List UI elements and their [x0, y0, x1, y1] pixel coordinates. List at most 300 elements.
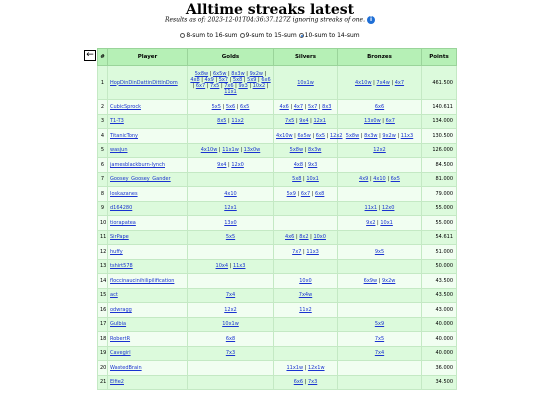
table-row: [98, 288, 457, 303]
gold-streak-link[interactable]: 5x8w: [194, 70, 209, 77]
silvers-cell: [274, 361, 338, 376]
separator: |: [228, 76, 233, 83]
silver-streak-link[interactable]: 11x3: [306, 248, 319, 255]
table-row: [98, 158, 457, 173]
bronzes-cell: [338, 201, 422, 216]
page-title: Alltime streaks latest: [185, 2, 355, 18]
player-link[interactable]: RobertR: [110, 335, 131, 342]
table-row: [98, 346, 457, 361]
points-cell: 43.500: [422, 288, 457, 303]
separator: |: [385, 176, 391, 183]
gold-streak-link[interactable]: 12x0: [231, 161, 244, 168]
bronze-streak-link[interactable]: 4x10: [373, 176, 386, 183]
points-cell: 40.000: [422, 346, 457, 361]
silver-streak-link[interactable]: 4x7: [293, 103, 304, 110]
bronze-streak-link[interactable]: 11x1: [364, 205, 378, 212]
player-cell: [108, 143, 188, 158]
bronze-streak-link[interactable]: 5x9: [374, 321, 385, 328]
silvers-cell: [274, 346, 338, 361]
table-row: [98, 187, 457, 202]
silvers-cell: [274, 114, 338, 129]
rank-cell: 5: [98, 143, 108, 158]
bronze-streak-link[interactable]: 6x6: [374, 103, 385, 110]
bronzes-cell: [338, 66, 422, 100]
separator: |: [265, 82, 269, 89]
player-link[interactable]: TitanicTony: [110, 132, 139, 139]
results-timestamp: Results as of: 2023-12-01T04:36:37.127Z ignoring streaks of one.: [164, 16, 366, 24]
table-row: [98, 100, 457, 115]
points-cell: 55.000: [422, 216, 457, 231]
gold-streak-link[interactable]: 12x2: [224, 306, 237, 313]
player-link[interactable]: Gulbia: [110, 321, 127, 328]
silvers-cell: [274, 66, 338, 100]
bronze-streak-link[interactable]: 9x5: [374, 248, 385, 255]
player-link[interactable]: HopDinDinDattinDittlnDom: [110, 79, 178, 86]
separator: |: [242, 76, 248, 83]
rank-cell: 3: [98, 114, 108, 129]
separator: |: [368, 176, 374, 183]
silver-streak-link[interactable]: 6x5: [315, 132, 326, 139]
silver-streak-link[interactable]: 8x3w: [307, 147, 322, 154]
golds-cell: [188, 230, 274, 245]
silver-streak-link[interactable]: 11x2: [299, 306, 312, 313]
silver-streak-link[interactable]: 6x6: [293, 379, 304, 386]
bronzes-cell: [338, 274, 422, 289]
points-cell: 50.000: [422, 259, 457, 274]
silvers-cell: [274, 158, 338, 173]
bronze-streak-link[interactable]: 4x7: [394, 79, 405, 86]
silver-streak-link[interactable]: 6x8: [315, 190, 325, 197]
rank-cell: 19: [98, 346, 108, 361]
radio-label: 10-sum to 14-sum: [304, 32, 360, 39]
separator: |: [359, 132, 365, 139]
gold-streak-link[interactable]: 4x9: [204, 76, 214, 83]
gold-streak-link[interactable]: 12x1: [224, 205, 237, 212]
points-cell: 55.000: [422, 201, 457, 216]
player-link[interactable]: WastedBrain: [110, 364, 142, 371]
silvers-cell: [274, 259, 338, 274]
golds-cell: [188, 303, 274, 318]
rank-cell: 16: [98, 303, 108, 318]
separator: |: [213, 76, 219, 83]
column-header-1[interactable]: Player: [108, 49, 188, 66]
separator: |: [295, 190, 301, 197]
rank-cell: 18: [98, 332, 108, 347]
separator: |: [294, 118, 300, 125]
golds-cell: [188, 129, 274, 144]
separator: |: [220, 103, 226, 110]
gold-streak-link[interactable]: 6x6: [261, 76, 271, 83]
points-cell: 54.611: [422, 230, 457, 245]
silver-streak-link[interactable]: 5x8w: [289, 147, 304, 154]
gold-streak-link[interactable]: 10x4: [215, 263, 229, 270]
rank-cell: 10: [98, 216, 108, 231]
gold-streak-link[interactable]: 6x7: [195, 82, 206, 89]
golds-cell: [188, 361, 274, 376]
player-cell: [108, 216, 188, 231]
silver-streak-link[interactable]: 6x5w: [297, 132, 311, 139]
points-cell: 81.000: [422, 172, 457, 187]
separator: |: [208, 70, 213, 77]
sum-range-radio-1[interactable]: [240, 32, 297, 39]
golds-cell: [188, 274, 274, 289]
player-cell: [108, 230, 188, 245]
table-row: [98, 230, 457, 245]
bronze-streak-link[interactable]: 6x7: [385, 118, 395, 125]
player-cell: [108, 158, 188, 173]
separator: |: [226, 161, 232, 168]
bronze-streak-link[interactable]: 4x9: [359, 176, 369, 183]
separator: |: [244, 70, 250, 77]
silvers-cell: [274, 201, 338, 216]
silver-streak-link[interactable]: 7x4w: [298, 292, 313, 299]
gold-streak-link[interactable]: 8x3w: [231, 70, 245, 77]
separator: |: [375, 219, 381, 226]
bronzes-cell: [338, 303, 422, 318]
gold-streak-link[interactable]: 11x1w: [222, 147, 239, 154]
silver-streak-link[interactable]: 5x9: [286, 190, 296, 197]
bronzes-cell: [338, 114, 422, 129]
separator: |: [256, 76, 262, 83]
player-link[interactable]: tiorapatea: [110, 219, 136, 226]
separator: |: [377, 205, 382, 212]
table-row: [98, 317, 457, 332]
bronze-streak-link[interactable]: 13x0w: [364, 118, 381, 125]
table-row: [98, 245, 457, 260]
silver-streak-link[interactable]: 7x7: [292, 248, 302, 255]
separator: |: [235, 103, 241, 110]
gold-streak-link[interactable]: 11x1: [224, 88, 237, 95]
column-header-0[interactable]: #: [98, 49, 108, 66]
rank-cell: 13: [98, 259, 108, 274]
table-row: [98, 216, 457, 231]
golds-cell: [188, 375, 274, 390]
table-row: [98, 66, 457, 100]
separator: |: [263, 70, 267, 77]
table-row: [98, 114, 457, 129]
column-header-2[interactable]: Golds: [188, 49, 274, 66]
bronze-streak-link[interactable]: 5x8w: [345, 132, 360, 139]
bronzes-cell: [338, 361, 422, 376]
separator: |: [303, 364, 308, 371]
player-cell: [108, 259, 188, 274]
player-link[interactable]: Elfie2: [110, 379, 124, 386]
bronzes-cell: [338, 216, 422, 231]
silver-streak-link[interactable]: 5x7: [307, 103, 318, 110]
rank-cell: 2: [98, 100, 108, 115]
table-row: [98, 274, 457, 289]
player-cell: [108, 245, 188, 260]
gold-streak-link[interactable]: 9x2w: [249, 70, 264, 77]
separator: |: [226, 118, 232, 125]
player-link[interactable]: act: [110, 292, 118, 299]
player-link[interactable]: Ioskazanes: [110, 190, 138, 197]
silver-streak-link[interactable]: 9x3: [307, 161, 318, 168]
player-cell: [108, 66, 188, 100]
separator: |: [226, 70, 232, 77]
separator: |: [294, 234, 300, 241]
gold-streak-link[interactable]: 11x3: [232, 263, 246, 270]
rank-cell: 15: [98, 288, 108, 303]
radio-unchecked-icon[interactable]: [240, 33, 245, 38]
separator: |: [247, 82, 253, 89]
points-cell: 134.000: [422, 114, 457, 129]
player-link[interactable]: jamesblackburn-lynch: [110, 161, 165, 168]
table-row: [98, 129, 457, 144]
player-link[interactable]: odwragg: [110, 306, 132, 313]
separator: |: [303, 147, 308, 154]
golds-cell: [188, 158, 274, 173]
rank-cell: 12: [98, 245, 108, 260]
bronze-streak-link[interactable]: 4x10w: [354, 79, 372, 86]
info-icon[interactable]: i: [367, 16, 375, 24]
silver-streak-link[interactable]: 4x10w: [276, 132, 293, 139]
gold-streak-link[interactable]: 7x3: [225, 350, 236, 357]
silver-streak-link[interactable]: 9x4: [299, 118, 309, 125]
gold-streak-link[interactable]: 8x5: [217, 118, 227, 125]
table-body: [98, 66, 457, 390]
rank-cell: 14: [98, 274, 108, 289]
rank-cell: 17: [98, 317, 108, 332]
gold-streak-link[interactable]: 5x8: [232, 76, 243, 83]
points-cell: 40.000: [422, 332, 457, 347]
silver-streak-link[interactable]: 7x3: [307, 379, 318, 386]
bronze-streak-link[interactable]: 12x0: [381, 205, 395, 212]
bronzes-cell: [338, 332, 422, 347]
player-link[interactable]: SirPape: [110, 234, 129, 241]
rank-cell: 8: [98, 187, 108, 202]
table-row: [98, 201, 457, 216]
silvers-cell: [274, 216, 338, 231]
player-link[interactable]: tshirt578: [110, 263, 133, 270]
points-cell: 43.000: [422, 303, 457, 318]
bronze-streak-link[interactable]: 10x1: [380, 219, 393, 226]
player-link[interactable]: Cavegirl: [110, 350, 131, 357]
bronzes-cell: [338, 143, 422, 158]
golds-cell: [188, 216, 274, 231]
separator: |: [199, 76, 205, 83]
bronze-streak-link[interactable]: 9x2w: [381, 277, 396, 284]
player-cell: [108, 375, 188, 390]
back-arrow-button[interactable]: ←: [84, 50, 96, 61]
separator: |: [301, 176, 307, 183]
separator: |: [395, 132, 401, 139]
silver-streak-link[interactable]: 8x2: [299, 234, 309, 241]
bronzes-cell: [338, 129, 422, 144]
points-cell: 43.500: [422, 274, 457, 289]
bronze-streak-link[interactable]: 7x5: [374, 335, 385, 342]
player-cell: [108, 274, 188, 289]
gold-streak-link[interactable]: 13x0: [224, 219, 237, 226]
silvers-cell: [274, 143, 338, 158]
separator: |: [371, 79, 377, 86]
separator: |: [310, 190, 316, 197]
separator: |: [389, 79, 395, 86]
silver-streak-link[interactable]: 4x6: [279, 103, 289, 110]
silver-streak-link[interactable]: 4x6: [285, 234, 295, 241]
streaks-table: [97, 48, 457, 390]
silvers-cell: [274, 317, 338, 332]
points-cell: 126.000: [422, 143, 457, 158]
silver-streak-link[interactable]: 8x3: [322, 103, 332, 110]
gold-streak-link[interactable]: 6x5: [240, 103, 250, 110]
silver-streak-link[interactable]: 10x0: [299, 277, 312, 284]
bronzes-cell: [338, 187, 422, 202]
bronze-streak-link[interactable]: 8x3w: [364, 132, 378, 139]
gold-streak-link[interactable]: 6x5w: [213, 70, 227, 77]
silver-streak-link[interactable]: 10x0: [313, 234, 326, 241]
separator: |: [380, 118, 386, 125]
bronze-streak-link[interactable]: 9x2: [366, 219, 376, 226]
gold-streak-link[interactable]: 5x7: [218, 76, 229, 83]
bronze-streak-link[interactable]: 7x4: [374, 350, 385, 357]
separator: |: [217, 147, 223, 154]
player-link[interactable]: Goosey_Goosey_Gander: [110, 176, 171, 183]
separator: |: [301, 248, 307, 255]
gold-streak-link[interactable]: 4x10w: [200, 147, 218, 154]
silver-streak-link[interactable]: 10x1: [306, 176, 319, 183]
radio-unchecked-icon[interactable]: [180, 33, 185, 38]
silvers-cell: [274, 274, 338, 289]
column-header-3[interactable]: Silvers: [274, 49, 338, 66]
bronze-streak-link[interactable]: 11x3: [400, 132, 414, 139]
silver-streak-link[interactable]: 10x1w: [297, 79, 314, 86]
player-cell: [108, 288, 188, 303]
gold-streak-link[interactable]: 4x8: [190, 76, 200, 83]
silver-streak-link[interactable]: 11x1w: [286, 364, 304, 371]
separator: |: [228, 263, 233, 270]
gold-streak-link[interactable]: 9x3: [238, 82, 248, 89]
column-header-5[interactable]: Points: [422, 49, 457, 66]
player-link[interactable]: CubicSprock: [110, 103, 141, 110]
radio-label: 9-sum to 15-sum: [245, 32, 297, 39]
bronzes-cell: [338, 172, 422, 187]
rank-cell: 20: [98, 361, 108, 376]
golds-cell: [188, 100, 274, 115]
gold-streak-link[interactable]: 5x9: [247, 76, 257, 83]
points-cell: 84.500: [422, 158, 457, 173]
silver-streak-link[interactable]: 5x8: [292, 176, 302, 183]
separator: |: [303, 379, 308, 386]
bronze-streak-link[interactable]: 6x5: [390, 176, 400, 183]
radio-label: 8-sum to 16-sum: [186, 32, 238, 39]
player-cell: [108, 172, 188, 187]
silvers-cell: [274, 230, 338, 245]
silvers-cell: [274, 303, 338, 318]
separator: |: [310, 132, 316, 139]
table-row: [98, 303, 457, 318]
gold-streak-link[interactable]: 5x6: [225, 103, 236, 110]
table-row: [98, 375, 457, 390]
points-cell: 51.000: [422, 245, 457, 260]
separator: |: [292, 132, 298, 139]
player-cell: [108, 317, 188, 332]
gold-streak-link[interactable]: 10x2: [252, 82, 266, 89]
silver-streak-link[interactable]: 12x2: [329, 132, 343, 139]
gold-streak-link[interactable]: 7x5: [210, 82, 220, 89]
gold-streak-link[interactable]: 11x2: [231, 118, 244, 125]
gold-streak-link[interactable]: 6x8: [225, 335, 236, 342]
bronze-streak-link[interactable]: 6x9w: [363, 277, 378, 284]
bronze-streak-link[interactable]: 7x4w: [376, 79, 390, 86]
gold-streak-link[interactable]: 10x1w: [222, 321, 239, 328]
player-link[interactable]: T1-T3: [110, 118, 124, 125]
bronze-streak-link[interactable]: 9x2w: [382, 132, 396, 139]
golds-cell: [188, 201, 274, 216]
separator: |: [219, 82, 225, 89]
gold-streak-link[interactable]: 9x4: [217, 161, 227, 168]
rank-cell: 7: [98, 172, 108, 187]
silver-streak-link[interactable]: 12x1: [313, 118, 326, 125]
separator: |: [205, 82, 211, 89]
golds-cell: [188, 346, 274, 361]
separator: |: [377, 277, 382, 284]
silver-streak-link[interactable]: 6x7: [300, 190, 311, 197]
points-cell: 140.611: [422, 100, 457, 115]
player-link[interactable]: huffy: [110, 248, 123, 255]
player-link[interactable]: wasjun: [110, 147, 128, 154]
gold-streak-link[interactable]: 5x5: [211, 103, 221, 110]
golds-cell: [188, 259, 274, 274]
player-cell: [108, 129, 188, 144]
sum-range-radio-group: [0, 32, 540, 40]
points-cell: 36.000: [422, 361, 457, 376]
radio-checked-icon[interactable]: [299, 33, 304, 38]
rank-cell: 21: [98, 375, 108, 390]
bronzes-cell: [338, 100, 422, 115]
rank-cell: 4: [98, 129, 108, 144]
table-row: [98, 259, 457, 274]
column-header-4[interactable]: Bronzes: [338, 49, 422, 66]
table-row: [98, 332, 457, 347]
golds-cell: [188, 187, 274, 202]
gold-streak-link[interactable]: 4x10: [224, 190, 237, 197]
separator: |: [303, 161, 308, 168]
sum-range-radio-2[interactable]: [299, 32, 360, 39]
player-cell: [108, 187, 188, 202]
bronzes-cell: [338, 245, 422, 260]
silver-streak-link[interactable]: 12x1w: [307, 364, 325, 371]
gold-streak-link[interactable]: 5x5: [225, 234, 236, 241]
silvers-cell: [274, 100, 338, 115]
points-cell: 79.000: [422, 187, 457, 202]
golds-cell: [188, 332, 274, 347]
separator: |: [308, 118, 314, 125]
player-cell: [108, 201, 188, 216]
results-subtitle: [0, 16, 540, 24]
player-cell: [108, 346, 188, 361]
rank-cell: 6: [98, 158, 108, 173]
silver-streak-link[interactable]: 7x5: [285, 118, 295, 125]
gold-streak-link[interactable]: 13x0w: [243, 147, 261, 154]
sum-range-radio-0[interactable]: [180, 32, 237, 39]
silver-streak-link[interactable]: 4x8: [293, 161, 304, 168]
silvers-cell: [274, 172, 338, 187]
gold-streak-link[interactable]: 7x6: [224, 82, 234, 89]
golds-cell: [188, 143, 274, 158]
golds-cell: [188, 172, 274, 187]
bronzes-cell: [338, 259, 422, 274]
gold-streak-link[interactable]: 7x4: [225, 292, 236, 299]
bronze-streak-link[interactable]: 12x2: [373, 147, 386, 154]
points-cell: 461.500: [422, 66, 457, 100]
player-link[interactable]: d164280: [110, 205, 133, 212]
player-link[interactable]: floccinaucinihilipilification: [110, 277, 175, 284]
table-header-row: [98, 49, 457, 66]
bronzes-cell: [338, 317, 422, 332]
golds-cell: [188, 288, 274, 303]
golds-cell: [188, 66, 274, 100]
